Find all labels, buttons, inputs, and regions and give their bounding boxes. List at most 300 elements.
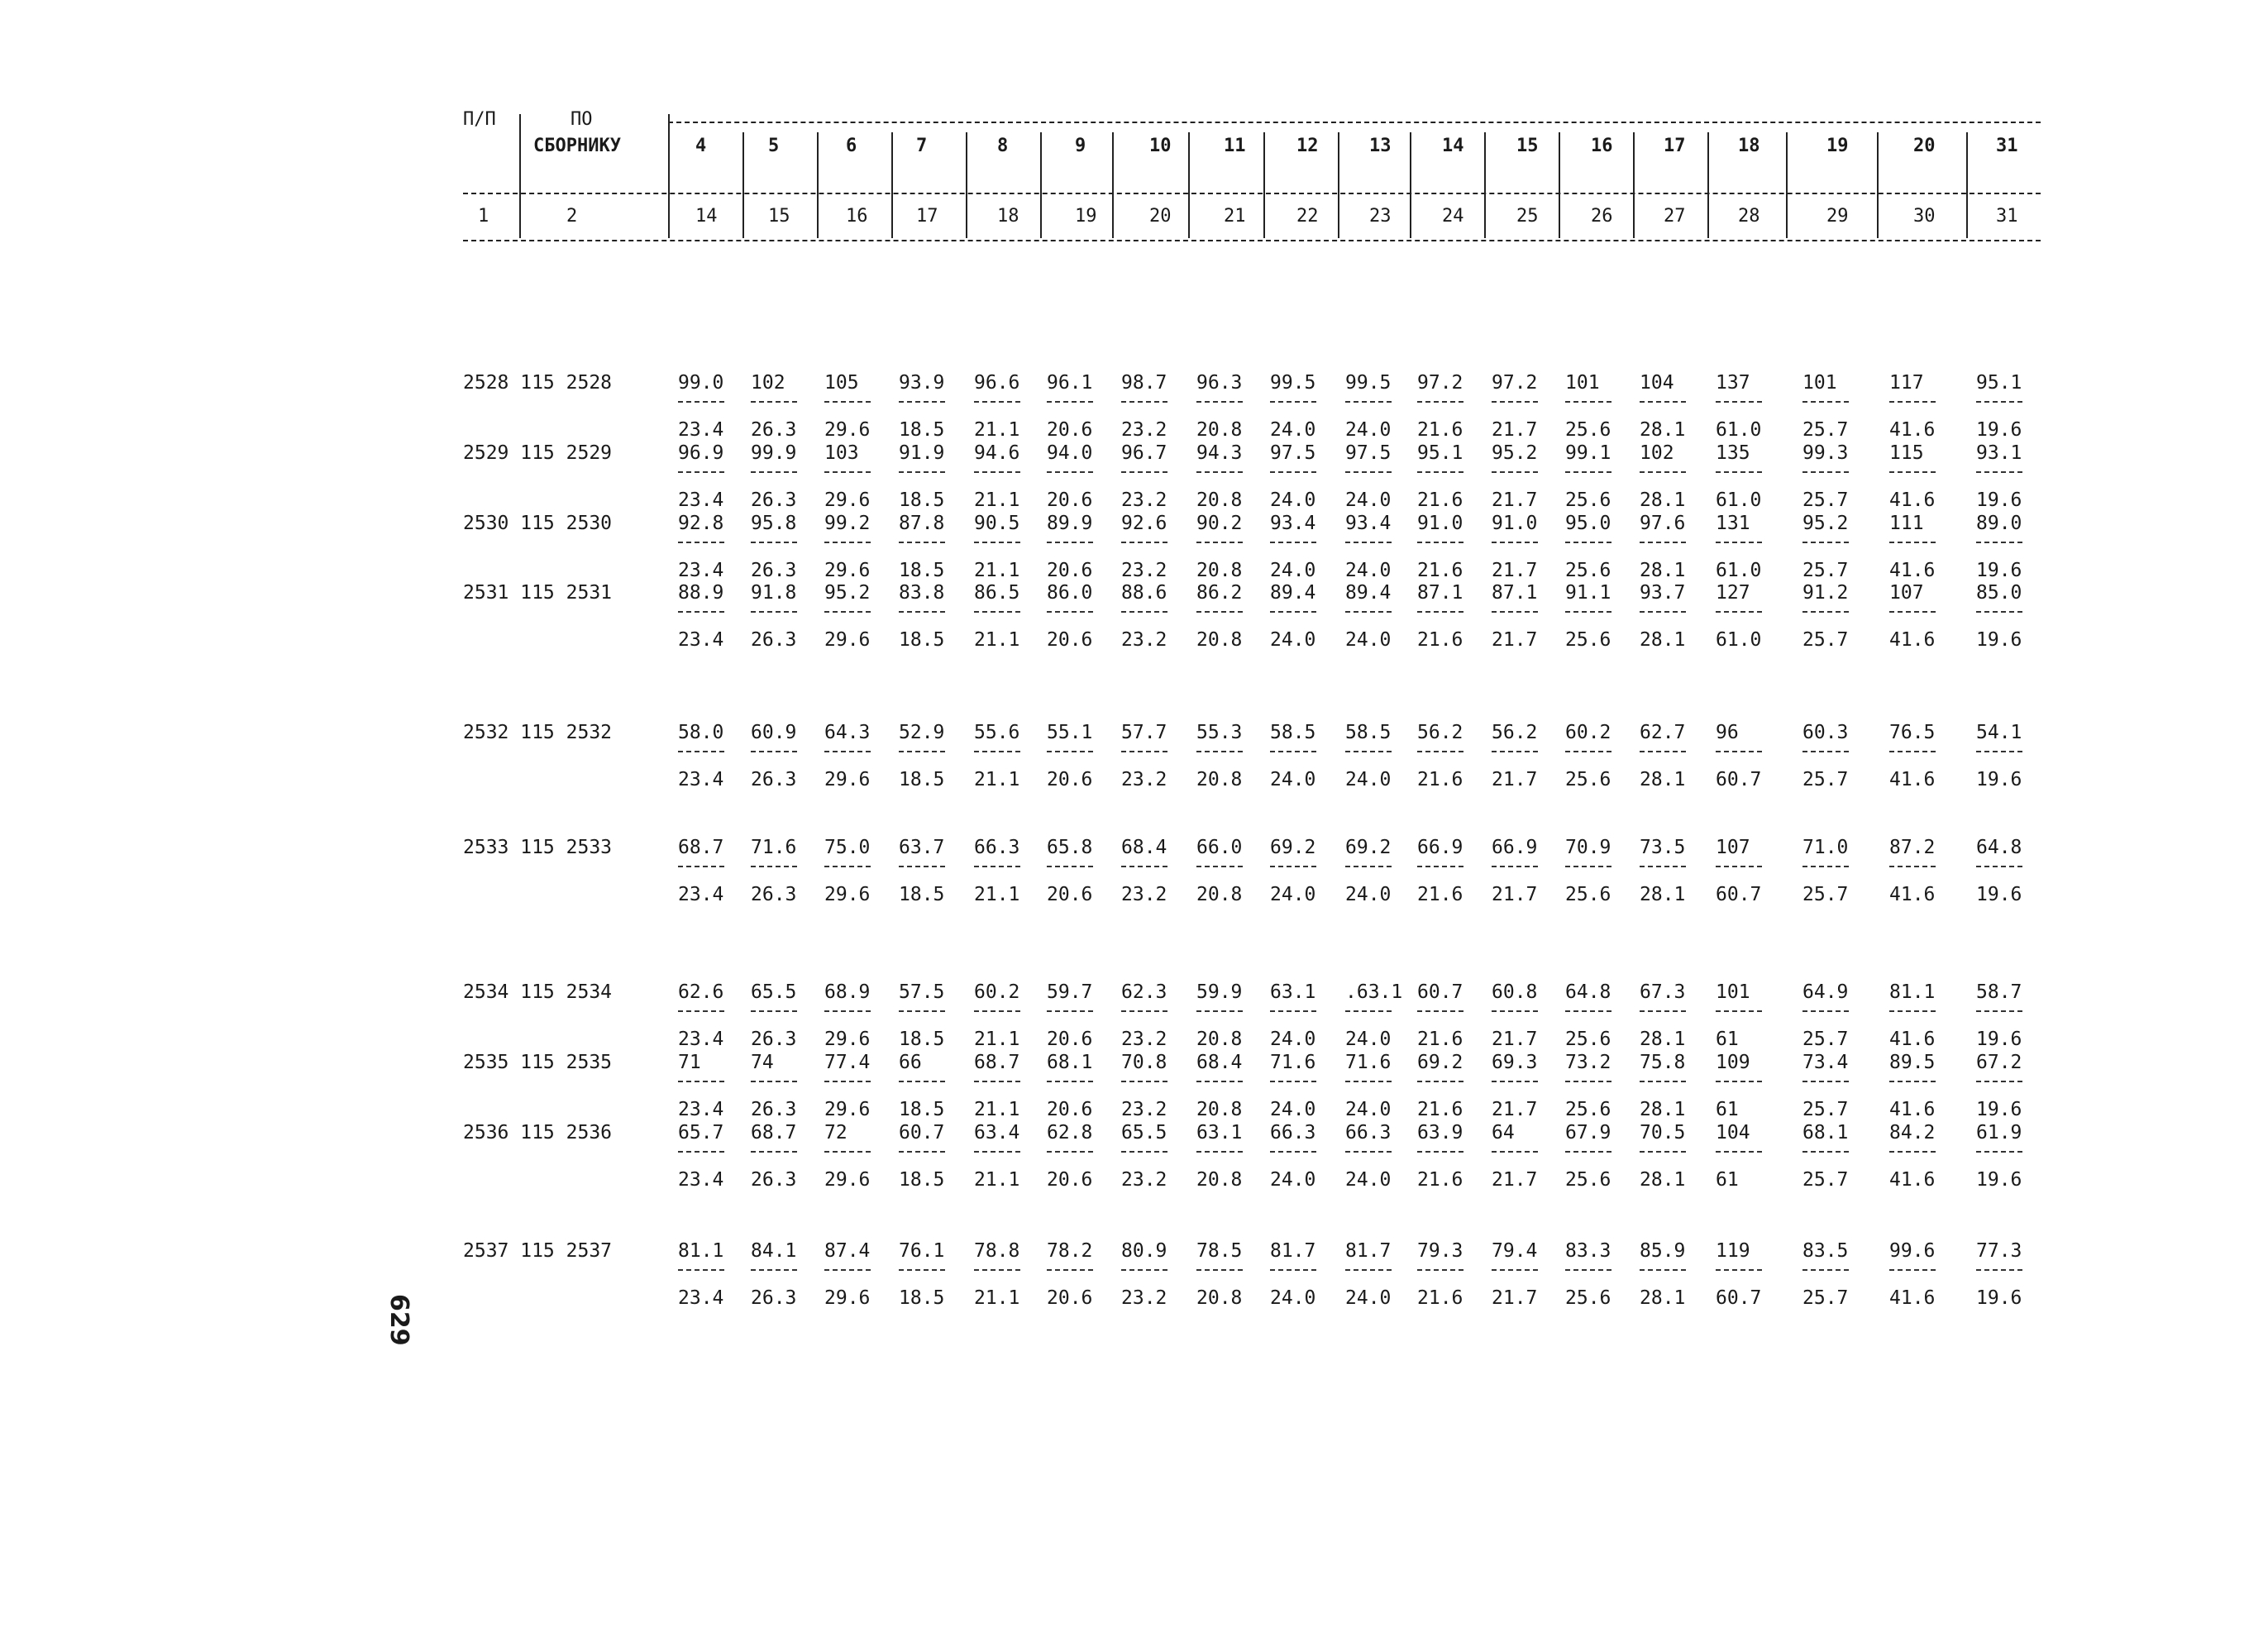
table-cell-sub: 24.0: [1270, 629, 1316, 651]
table-row-id: 2536 115 2536: [463, 1122, 613, 1143]
fraction-divider: [899, 611, 945, 613]
table-cell-value: 85.0: [1976, 582, 2022, 604]
table-cell-value: 93.4: [1345, 513, 1392, 534]
table-cell-sub: 25.7: [1802, 419, 1849, 441]
table-cell-value: 117: [1889, 372, 1924, 394]
fraction-divider: [1889, 1081, 1936, 1082]
table-cell-sub: 25.6: [1565, 884, 1611, 905]
table-cell-sub: 23.4: [678, 1287, 724, 1309]
table-cell-sub: 21.6: [1417, 1029, 1463, 1050]
table-cell-value: 61.9: [1976, 1122, 2022, 1143]
table-cell-value: 105: [824, 372, 859, 394]
header-top-rule: [668, 122, 2041, 123]
table-cell-sub: 61: [1716, 1029, 1739, 1050]
table-cell-sub: 19.6: [1976, 769, 2022, 790]
table-cell-sub: 23.2: [1121, 560, 1167, 581]
table-cell-sub: 29.6: [824, 769, 871, 790]
table-cell-value: 68.1: [1047, 1052, 1093, 1073]
table-cell-sub: 21.6: [1417, 884, 1463, 905]
table-cell-value: 55.6: [974, 722, 1020, 743]
table-cell-sub: 25.6: [1565, 1169, 1611, 1191]
fraction-divider: [824, 401, 871, 403]
fraction-divider: [1270, 1151, 1316, 1153]
table-cell-sub: 25.6: [1565, 419, 1611, 441]
fraction-divider: [1802, 542, 1849, 543]
header-index-number: 24: [1442, 206, 1464, 227]
header-col-separator: [668, 114, 670, 238]
table-cell-value: 104: [1640, 372, 1674, 394]
fraction-divider: [1640, 1269, 1686, 1271]
table-cell-value: 83.5: [1802, 1240, 1849, 1262]
table-cell-value: 79.3: [1417, 1240, 1463, 1262]
fraction-divider: [678, 471, 724, 473]
table-cell-value: 99.9: [751, 442, 797, 464]
table-cell-value: 95.1: [1976, 372, 2022, 394]
table-cell-sub: 25.7: [1802, 1169, 1849, 1191]
table-cell-sub: 21.1: [974, 769, 1020, 790]
table-cell-value: 97.6: [1640, 513, 1686, 534]
table-cell-sub: 21.1: [974, 489, 1020, 511]
table-cell-value: 81.1: [678, 1240, 724, 1262]
table-cell-sub: 23.2: [1121, 1029, 1167, 1050]
table-cell-value: 91.8: [751, 582, 797, 604]
fraction-divider: [1492, 471, 1538, 473]
table-cell-value: 99.6: [1889, 1240, 1936, 1262]
header-column-number: 13: [1369, 136, 1392, 156]
fraction-divider: [1565, 1269, 1611, 1271]
table-cell-sub: 23.4: [678, 629, 724, 651]
fraction-divider: [974, 1151, 1020, 1153]
table-cell-value: 96.9: [678, 442, 724, 464]
fraction-divider: [1121, 1081, 1167, 1082]
table-cell-value: 75.8: [1640, 1052, 1686, 1073]
table-cell-sub: 41.6: [1889, 629, 1936, 651]
header-column-number: 20: [1913, 136, 1936, 156]
fraction-divider: [1640, 542, 1686, 543]
header-col-separator: [1112, 132, 1114, 238]
table-cell-sub: 29.6: [824, 419, 871, 441]
table-cell-sub: 20.6: [1047, 489, 1093, 511]
table-cell-value: 60.7: [899, 1122, 945, 1143]
table-cell-value: 68.7: [678, 837, 724, 858]
table-cell-sub: 28.1: [1640, 560, 1686, 581]
table-cell-value: 55.3: [1196, 722, 1243, 743]
table-cell-sub: 21.7: [1492, 489, 1538, 511]
table-row-id: 2537 115 2537: [463, 1240, 613, 1262]
table-cell-value: 68.4: [1121, 837, 1167, 858]
table-cell-value: 94.6: [974, 442, 1020, 464]
fraction-divider: [1121, 471, 1167, 473]
fraction-divider: [974, 1269, 1020, 1271]
table-cell-sub: 26.3: [751, 419, 797, 441]
table-cell-value: .63.1: [1345, 981, 1403, 1003]
table-cell-value: 60.3: [1802, 722, 1849, 743]
fraction-divider: [1492, 1269, 1538, 1271]
table-cell-sub: 24.0: [1345, 629, 1392, 651]
fraction-divider: [1640, 401, 1686, 403]
fraction-divider: [1889, 611, 1936, 613]
table-cell-sub: 21.7: [1492, 1169, 1538, 1191]
table-cell-value: 93.9: [899, 372, 945, 394]
fraction-divider: [1492, 611, 1538, 613]
fraction-divider: [1889, 1151, 1936, 1153]
table-cell-sub: 28.1: [1640, 489, 1686, 511]
table-cell-value: 76.1: [899, 1240, 945, 1262]
table-cell-value: 101: [1716, 981, 1750, 1003]
table-cell-value: 91.9: [899, 442, 945, 464]
table-cell-sub: 20.8: [1196, 560, 1243, 581]
fraction-divider: [824, 1151, 871, 1153]
table-cell-value: 76.5: [1889, 722, 1936, 743]
table-cell-sub: 23.2: [1121, 1099, 1167, 1120]
header-column-number: 18: [1738, 136, 1760, 156]
table-cell-sub: 24.0: [1345, 1029, 1392, 1050]
table-cell-sub: 41.6: [1889, 560, 1936, 581]
fraction-divider: [1889, 1010, 1936, 1012]
table-cell-sub: 25.6: [1565, 1099, 1611, 1120]
table-cell-value: 95.2: [1802, 513, 1849, 534]
table-row-id: 2530 115 2530: [463, 513, 613, 534]
table-cell-value: 66: [899, 1052, 922, 1073]
table-cell-sub: 24.0: [1345, 489, 1392, 511]
table-cell-value: 84.1: [751, 1240, 797, 1262]
fraction-divider: [824, 611, 871, 613]
table-cell-value: 78.2: [1047, 1240, 1093, 1262]
fraction-divider: [1976, 542, 2022, 543]
table-cell-value: 63.7: [899, 837, 945, 858]
fraction-divider: [1640, 866, 1686, 867]
table-cell-sub: 24.0: [1270, 1029, 1316, 1050]
table-cell-value: 104: [1716, 1122, 1750, 1143]
table-cell-value: 85.9: [1640, 1240, 1686, 1262]
header-column-number: 8: [997, 136, 1009, 156]
fraction-divider: [1716, 611, 1762, 613]
fraction-divider: [1196, 471, 1243, 473]
fraction-divider: [1716, 1010, 1762, 1012]
table-cell-sub: 24.0: [1345, 419, 1392, 441]
table-cell-value: 99.2: [824, 513, 871, 534]
table-cell-sub: 19.6: [1976, 884, 2022, 905]
table-cell-sub: 60.7: [1716, 884, 1762, 905]
fraction-divider: [1640, 1081, 1686, 1082]
table-cell-sub: 29.6: [824, 1099, 871, 1120]
table-cell-value: 65.7: [678, 1122, 724, 1143]
table-cell-sub: 21.1: [974, 1099, 1020, 1120]
table-cell-value: 87.1: [1492, 582, 1538, 604]
fraction-divider: [1047, 751, 1093, 752]
table-cell-sub: 25.6: [1565, 1287, 1611, 1309]
table-cell-sub: 20.8: [1196, 1029, 1243, 1050]
table-cell-sub: 21.1: [974, 560, 1020, 581]
fraction-divider: [678, 1151, 724, 1153]
fraction-divider: [1802, 1081, 1849, 1082]
table-cell-value: 90.5: [974, 513, 1020, 534]
table-cell-sub: 23.2: [1121, 769, 1167, 790]
table-cell-sub: 41.6: [1889, 1287, 1936, 1309]
table-cell-sub: 18.5: [899, 1287, 945, 1309]
header-column-number: 14: [1442, 136, 1464, 156]
table-cell-sub: 28.1: [1640, 884, 1686, 905]
fraction-divider: [1270, 866, 1316, 867]
fraction-divider: [1492, 1151, 1538, 1153]
header-index-number: 14: [695, 206, 718, 227]
fraction-divider: [974, 611, 1020, 613]
fraction-divider: [1196, 1151, 1243, 1153]
fraction-divider: [1492, 542, 1538, 543]
header-index-number: 16: [846, 206, 868, 227]
table-cell-value: 86.5: [974, 582, 1020, 604]
table-cell-value: 64: [1492, 1122, 1515, 1143]
header-column-number: 4: [695, 136, 707, 156]
fraction-divider: [1565, 1151, 1611, 1153]
fraction-divider: [974, 866, 1020, 867]
table-cell-sub: 29.6: [824, 884, 871, 905]
table-cell-value: 77.3: [1976, 1240, 2022, 1262]
table-cell-value: 74: [751, 1052, 774, 1073]
table-cell-value: 63.9: [1417, 1122, 1463, 1143]
table-cell-sub: 25.7: [1802, 1029, 1849, 1050]
fraction-divider: [1121, 401, 1167, 403]
fraction-divider: [1716, 471, 1762, 473]
table-cell-sub: 19.6: [1976, 489, 2022, 511]
table-cell-sub: 25.7: [1802, 1099, 1849, 1120]
fraction-divider: [1047, 542, 1093, 543]
fraction-divider: [899, 542, 945, 543]
table-cell-value: 70.8: [1121, 1052, 1167, 1073]
fraction-divider: [1565, 1081, 1611, 1082]
header-col-separator: [1188, 132, 1190, 238]
header-col-separator: [1633, 132, 1635, 238]
table-cell-value: 94.3: [1196, 442, 1243, 464]
fraction-divider: [1802, 611, 1849, 613]
table-cell-sub: 26.3: [751, 560, 797, 581]
table-cell-sub: 29.6: [824, 560, 871, 581]
table-cell-sub: 29.6: [824, 629, 871, 651]
table-cell-value: 83.3: [1565, 1240, 1611, 1262]
fraction-divider: [1345, 1010, 1392, 1012]
fraction-divider: [1976, 471, 2022, 473]
table-cell-value: 91.1: [1565, 582, 1611, 604]
fraction-divider: [1976, 401, 2022, 403]
table-cell-value: 87.4: [824, 1240, 871, 1262]
header-index-number: 31: [1996, 206, 2018, 227]
table-cell-sub: 26.3: [751, 629, 797, 651]
table-cell-sub: 21.6: [1417, 560, 1463, 581]
table-cell-sub: 19.6: [1976, 1287, 2022, 1309]
fraction-divider: [1640, 1010, 1686, 1012]
table-cell-value: 89.4: [1270, 582, 1316, 604]
table-cell-value: 93.1: [1976, 442, 2022, 464]
header-column-number: 17: [1664, 136, 1686, 156]
table-cell-value: 64.8: [1565, 981, 1611, 1003]
table-cell-value: 65.8: [1047, 837, 1093, 858]
header-col2-label: ПО: [571, 109, 593, 130]
table-cell-value: 84.2: [1889, 1122, 1936, 1143]
table-row-id: 2534 115 2534: [463, 981, 613, 1003]
table-cell-value: 96.1: [1047, 372, 1093, 394]
table-cell-sub: 23.4: [678, 769, 724, 790]
fraction-divider: [824, 1269, 871, 1271]
table-cell-value: 67.9: [1565, 1122, 1611, 1143]
header-col-separator: [1707, 132, 1709, 238]
fraction-divider: [1345, 471, 1392, 473]
fraction-divider: [1889, 866, 1936, 867]
table-cell-sub: 61.0: [1716, 489, 1762, 511]
fraction-divider: [1121, 1269, 1167, 1271]
table-cell-value: 83.8: [899, 582, 945, 604]
table-cell-sub: 25.7: [1802, 884, 1849, 905]
table-cell-value: 89.0: [1976, 513, 2022, 534]
table-cell-sub: 29.6: [824, 489, 871, 511]
fraction-divider: [1976, 1010, 2022, 1012]
fraction-divider: [1345, 1151, 1392, 1153]
table-cell-sub: 20.8: [1196, 1287, 1243, 1309]
table-cell-value: 63.1: [1196, 1122, 1243, 1143]
fraction-divider: [1270, 471, 1316, 473]
table-cell-value: 69.3: [1492, 1052, 1538, 1073]
header-column-number: 11: [1224, 136, 1246, 156]
fraction-divider: [1640, 611, 1686, 613]
table-cell-value: 63.4: [974, 1122, 1020, 1143]
fraction-divider: [1565, 401, 1611, 403]
table-cell-value: 64.3: [824, 722, 871, 743]
table-cell-value: 57.7: [1121, 722, 1167, 743]
table-cell-value: 71.6: [1345, 1052, 1392, 1073]
header-col-separator: [1410, 132, 1411, 238]
header-col-separator: [891, 132, 893, 238]
table-cell-value: 97.2: [1492, 372, 1538, 394]
fraction-divider: [1047, 866, 1093, 867]
header-column-number: 10: [1149, 136, 1172, 156]
fraction-divider: [1047, 1151, 1093, 1153]
table-cell-sub: 24.0: [1345, 884, 1392, 905]
table-cell-sub: 24.0: [1270, 769, 1316, 790]
table-cell-value: 73.2: [1565, 1052, 1611, 1073]
table-cell-value: 75.0: [824, 837, 871, 858]
table-cell-value: 91.0: [1492, 513, 1538, 534]
table-cell-value: 86.0: [1047, 582, 1093, 604]
fraction-divider: [1565, 611, 1611, 613]
table-cell-value: 95.2: [824, 582, 871, 604]
table-cell-sub: 21.1: [974, 1287, 1020, 1309]
header-index-number: 26: [1591, 206, 1613, 227]
table-cell-sub: 60.7: [1716, 1287, 1762, 1309]
fraction-divider: [974, 751, 1020, 752]
table-cell-sub: 25.6: [1565, 560, 1611, 581]
fraction-divider: [974, 1081, 1020, 1082]
table-cell-sub: 24.0: [1270, 560, 1316, 581]
fraction-divider: [1976, 611, 2022, 613]
table-cell-sub: 18.5: [899, 769, 945, 790]
fraction-divider: [678, 866, 724, 867]
table-cell-value: 127: [1716, 582, 1750, 604]
fraction-divider: [678, 611, 724, 613]
fraction-divider: [1121, 1151, 1167, 1153]
fraction-divider: [974, 542, 1020, 543]
table-cell-value: 58.0: [678, 722, 724, 743]
table-cell-sub: 23.4: [678, 1029, 724, 1050]
fraction-divider: [899, 1010, 945, 1012]
table-cell-sub: 18.5: [899, 489, 945, 511]
table-cell-sub: 23.4: [678, 489, 724, 511]
table-cell-sub: 23.2: [1121, 419, 1167, 441]
fraction-divider: [1802, 401, 1849, 403]
fraction-divider: [1417, 542, 1463, 543]
table-cell-sub: 61.0: [1716, 629, 1762, 651]
table-cell-sub: 25.6: [1565, 1029, 1611, 1050]
table-cell-value: 72: [824, 1122, 848, 1143]
table-cell-value: 65.5: [751, 981, 797, 1003]
table-cell-sub: 18.5: [899, 1099, 945, 1120]
header-index-number: 20: [1149, 206, 1172, 227]
table-cell-value: 70.5: [1640, 1122, 1686, 1143]
fraction-divider: [1492, 751, 1538, 752]
table-cell-value: 131: [1716, 513, 1750, 534]
table-cell-value: 103: [824, 442, 859, 464]
fraction-divider: [899, 1081, 945, 1082]
fraction-divider: [1565, 866, 1611, 867]
table-cell-sub: 26.3: [751, 1287, 797, 1309]
table-cell-sub: 19.6: [1976, 419, 2022, 441]
table-cell-value: 97.2: [1417, 372, 1463, 394]
table-cell-sub: 23.2: [1121, 489, 1167, 511]
fraction-divider: [1270, 401, 1316, 403]
table-cell-sub: 21.1: [974, 1029, 1020, 1050]
fraction-divider: [1121, 542, 1167, 543]
table-cell-sub: 19.6: [1976, 629, 2022, 651]
table-cell-value: 98.7: [1121, 372, 1167, 394]
table-cell-sub: 41.6: [1889, 489, 1936, 511]
table-cell-sub: 23.2: [1121, 1287, 1167, 1309]
fraction-divider: [1889, 751, 1936, 752]
fraction-divider: [751, 866, 797, 867]
fraction-divider: [899, 866, 945, 867]
table-cell-sub: 20.6: [1047, 884, 1093, 905]
fraction-divider: [751, 1151, 797, 1153]
header-column-number: 6: [846, 136, 857, 156]
header-column-number: 15: [1516, 136, 1539, 156]
table-cell-sub: 25.6: [1565, 629, 1611, 651]
table-cell-value: 66.3: [974, 837, 1020, 858]
fraction-divider: [1196, 1081, 1243, 1082]
fraction-divider: [824, 1081, 871, 1082]
fraction-divider: [1047, 1010, 1093, 1012]
fraction-divider: [974, 401, 1020, 403]
table-cell-value: 89.5: [1889, 1052, 1936, 1073]
fraction-divider: [1565, 1010, 1611, 1012]
header-index-number: 27: [1664, 206, 1686, 227]
table-cell-value: 62.7: [1640, 722, 1686, 743]
table-cell-sub: 25.7: [1802, 1287, 1849, 1309]
fraction-divider: [899, 401, 945, 403]
table-cell-value: 60.9: [751, 722, 797, 743]
table-cell-value: 135: [1716, 442, 1750, 464]
table-cell-sub: 20.8: [1196, 884, 1243, 905]
table-cell-value: 109: [1716, 1052, 1750, 1073]
table-cell-sub: 41.6: [1889, 1029, 1936, 1050]
fraction-divider: [824, 751, 871, 752]
header-column-number: 9: [1075, 136, 1086, 156]
header-index-number: 17: [916, 206, 938, 227]
table-cell-value: 95.0: [1565, 513, 1611, 534]
fraction-divider: [1270, 751, 1316, 752]
fraction-divider: [1640, 751, 1686, 752]
table-cell-value: 56.2: [1417, 722, 1463, 743]
table-cell-value: 87.2: [1889, 837, 1936, 858]
table-cell-value: 62.8: [1047, 1122, 1093, 1143]
table-row-id: 2529 115 2529: [463, 442, 613, 464]
fraction-divider: [1417, 866, 1463, 867]
